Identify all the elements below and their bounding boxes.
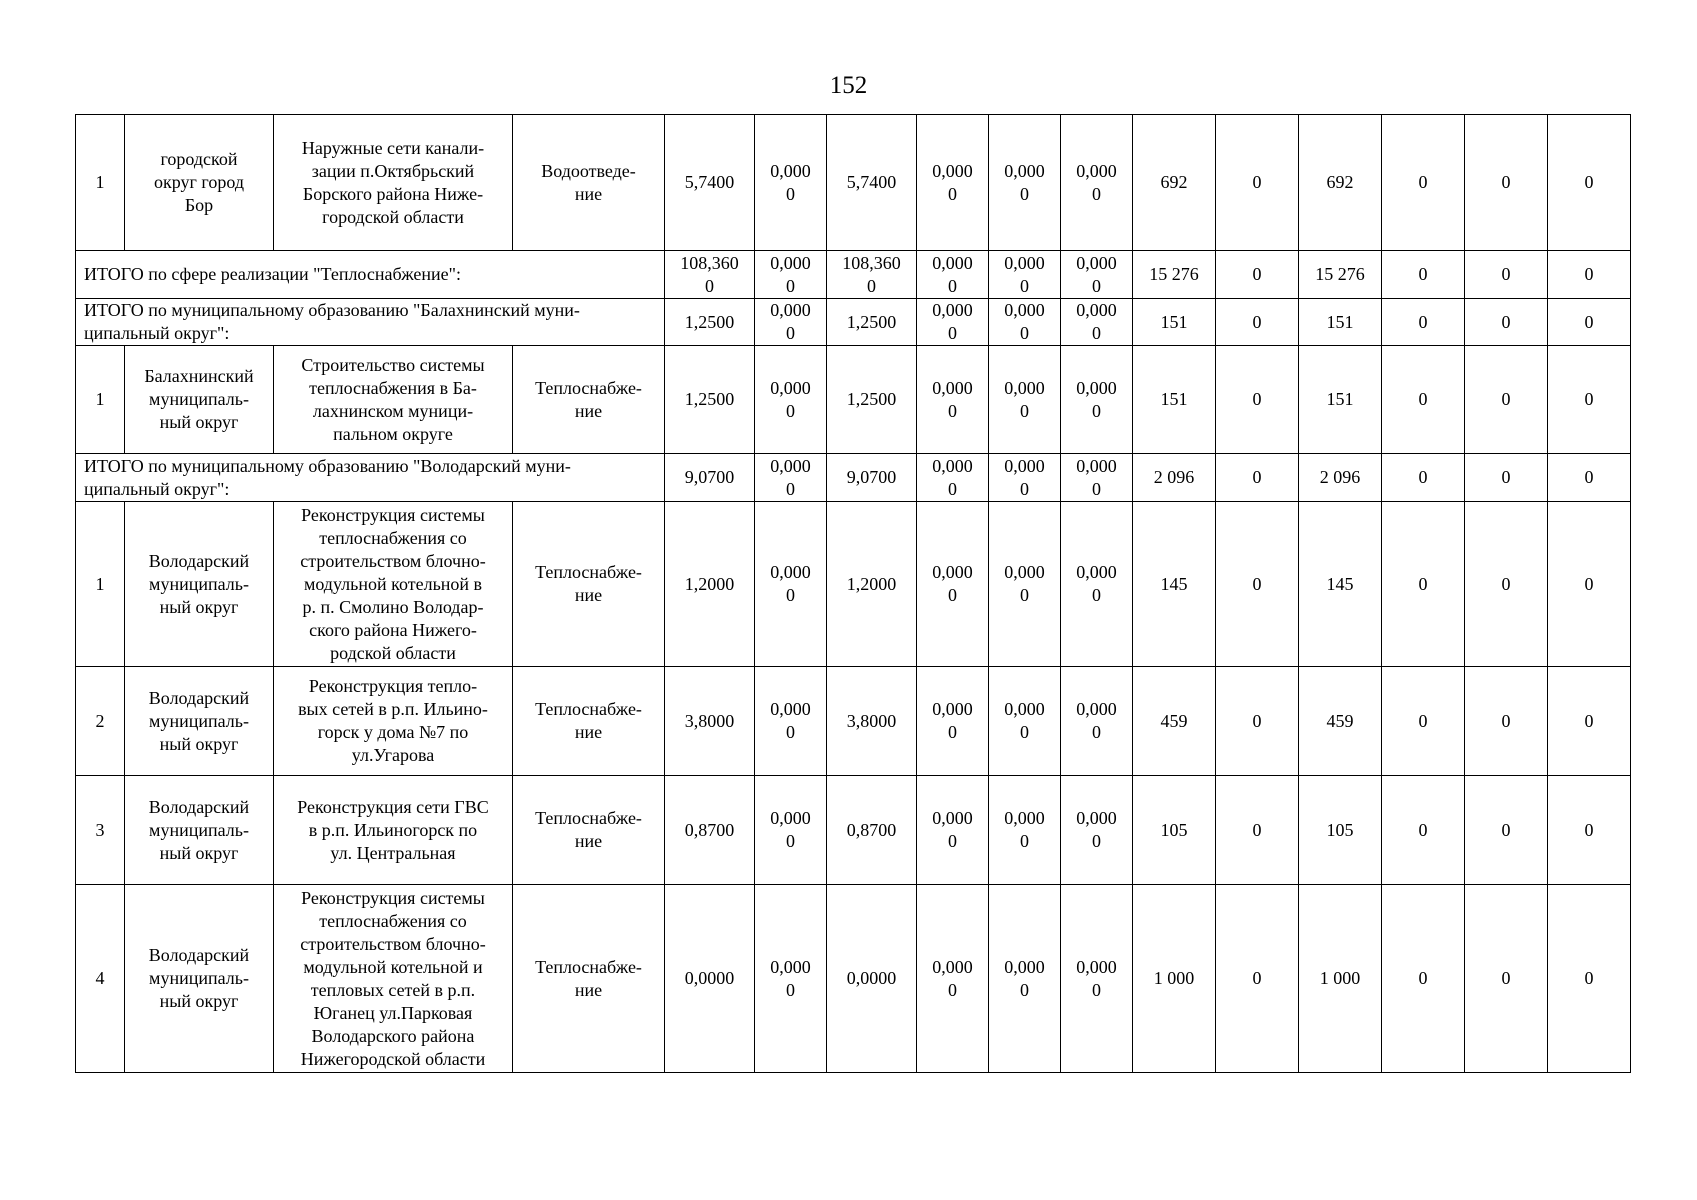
- cell-value: 5,7400: [665, 115, 755, 251]
- cell-cost: 1 000: [1299, 885, 1382, 1073]
- cell-value: 0,000 0: [917, 346, 989, 454]
- cell-total-label: ИТОГО по сфере реализации "Теплоснабжение":: [76, 251, 665, 299]
- cell-value: 1,2500: [665, 346, 755, 454]
- cell-value: 0,000 0: [989, 885, 1061, 1073]
- cell-cost: 0: [1382, 251, 1465, 299]
- cell-value: 0,000 0: [1061, 299, 1133, 346]
- cell-value: 0,000 0: [989, 667, 1061, 776]
- cell-cost: 0: [1548, 299, 1631, 346]
- cell-cost: 692: [1133, 115, 1216, 251]
- cell-sphere: Водоотведе- ние: [513, 115, 665, 251]
- cell-value: 0,000 0: [755, 502, 827, 667]
- cell-value: 0,000 0: [755, 454, 827, 502]
- cell-value: 3,8000: [665, 667, 755, 776]
- cell-value: 0,000 0: [917, 454, 989, 502]
- cell-value: 0,000 0: [917, 776, 989, 885]
- total-row: [76, 299, 1631, 346]
- cell-value: 0,000 0: [989, 454, 1061, 502]
- cell-value: 0,000 0: [1061, 346, 1133, 454]
- cell-cost: 0: [1465, 885, 1548, 1073]
- cell-row-number: 3: [76, 776, 125, 885]
- cell-value: 0,8700: [665, 776, 755, 885]
- cell-value: 0,000 0: [1061, 115, 1133, 251]
- table-row: [76, 346, 1631, 454]
- cell-value: 0,000 0: [1061, 454, 1133, 502]
- cell-cost: 692: [1299, 115, 1382, 251]
- cell-project-name: Реконструкция системы теплоснабжения со строительством блочно- модульной котельной и тепловых сетей в р.п. Юганец ул.Парковая Володарского района Нижегородской области: [274, 885, 513, 1073]
- cell-cost: 0: [1465, 776, 1548, 885]
- cell-value: 0,000 0: [1061, 667, 1133, 776]
- cell-cost: 0: [1216, 346, 1299, 454]
- cell-cost: 151: [1133, 346, 1216, 454]
- cell-value: 1,2500: [665, 299, 755, 346]
- cell-value: 0,000 0: [917, 502, 989, 667]
- cell-project-name: Реконструкция тепло- вых сетей в р.п. Ильино- горск у дома №7 по ул.Угарова: [274, 667, 513, 776]
- total-row: [76, 251, 1631, 299]
- cell-value: 0,000 0: [1061, 251, 1133, 299]
- cell-value: 0,000 0: [917, 299, 989, 346]
- cell-value: 0,000 0: [989, 502, 1061, 667]
- cell-cost: 151: [1299, 346, 1382, 454]
- cell-row-number: 4: [76, 885, 125, 1073]
- cell-value: 1,2000: [827, 502, 917, 667]
- cell-sphere: Теплоснабже- ние: [513, 346, 665, 454]
- cell-cost: 0: [1382, 502, 1465, 667]
- cell-cost: 0: [1465, 251, 1548, 299]
- table-row: [76, 667, 1631, 776]
- cell-value: 0,000 0: [989, 115, 1061, 251]
- cell-cost: 0: [1548, 115, 1631, 251]
- cell-cost: 1 000: [1133, 885, 1216, 1073]
- cell-row-number: 1: [76, 346, 125, 454]
- cell-cost: 151: [1299, 299, 1382, 346]
- cell-total-label: ИТОГО по муниципальному образованию "Володарский муни- ципальный округ":: [76, 454, 665, 502]
- cell-value: 3,8000: [827, 667, 917, 776]
- table-row: [76, 115, 1631, 251]
- cell-value: 0,0000: [665, 885, 755, 1073]
- cell-cost: 0: [1548, 885, 1631, 1073]
- cell-cost: 0: [1216, 251, 1299, 299]
- cell-cost: 105: [1299, 776, 1382, 885]
- cell-value: 0,000 0: [755, 251, 827, 299]
- cell-cost: 151: [1133, 299, 1216, 346]
- cell-value: 0,000 0: [989, 299, 1061, 346]
- cell-cost: 0: [1216, 115, 1299, 251]
- cell-row-number: 2: [76, 667, 125, 776]
- cell-value: 1,2000: [665, 502, 755, 667]
- cell-cost: 0: [1465, 667, 1548, 776]
- cell-cost: 145: [1133, 502, 1216, 667]
- cell-cost: 0: [1216, 667, 1299, 776]
- investment-program-table: [75, 114, 1631, 1073]
- cell-value: 5,7400: [827, 115, 917, 251]
- cell-cost: 0: [1382, 115, 1465, 251]
- cell-cost: 145: [1299, 502, 1382, 667]
- cell-cost: 2 096: [1299, 454, 1382, 502]
- cell-cost: 0: [1216, 299, 1299, 346]
- cell-cost: 0: [1465, 502, 1548, 667]
- cell-value: 1,2500: [827, 346, 917, 454]
- cell-cost: 2 096: [1133, 454, 1216, 502]
- cell-cost: 0: [1216, 454, 1299, 502]
- cell-sphere: Теплоснабже- ние: [513, 502, 665, 667]
- cell-value: 0,000 0: [917, 251, 989, 299]
- cell-sphere: Теплоснабже- ние: [513, 776, 665, 885]
- total-row: [76, 454, 1631, 502]
- cell-municipality: Балахнинский муниципаль- ный округ: [125, 346, 274, 454]
- cell-project-name: Реконструкция системы теплоснабжения со строительством блочно- модульной котельной в р. п. Смолино Володар- ского района Нижего- родской области: [274, 502, 513, 667]
- cell-cost: 0: [1465, 115, 1548, 251]
- cell-value: 0,000 0: [989, 251, 1061, 299]
- cell-municipality: Володарский муниципаль- ный округ: [125, 776, 274, 885]
- page-number: 152: [829, 72, 868, 99]
- cell-cost: 0: [1548, 776, 1631, 885]
- cell-total-label: ИТОГО по муниципальному образованию "Балахнинский муни- ципальный округ":: [76, 299, 665, 346]
- table-row: [76, 502, 1631, 667]
- cell-value: 0,000 0: [1061, 502, 1133, 667]
- cell-value: 0,000 0: [755, 299, 827, 346]
- cell-value: 0,000 0: [755, 667, 827, 776]
- cell-cost: 0: [1465, 299, 1548, 346]
- cell-value: 0,000 0: [989, 346, 1061, 454]
- cell-cost: 0: [1548, 667, 1631, 776]
- cell-value: 0,000 0: [917, 885, 989, 1073]
- cell-municipality: Володарский муниципаль- ный округ: [125, 885, 274, 1073]
- cell-value: 0,000 0: [917, 667, 989, 776]
- cell-value: 108,360 0: [827, 251, 917, 299]
- cell-cost: 459: [1299, 667, 1382, 776]
- cell-cost: 0: [1465, 346, 1548, 454]
- cell-cost: 0: [1382, 885, 1465, 1073]
- table-row: [76, 885, 1631, 1073]
- cell-row-number: 1: [76, 115, 125, 251]
- cell-project-name: Реконструкция сети ГВС в р.п. Ильиногорск по ул. Центральная: [274, 776, 513, 885]
- cell-cost: 0: [1216, 502, 1299, 667]
- cell-value: 0,0000: [827, 885, 917, 1073]
- cell-cost: 0: [1548, 251, 1631, 299]
- cell-value: 0,000 0: [917, 115, 989, 251]
- cell-value: 0,000 0: [1061, 885, 1133, 1073]
- cell-value: 0,000 0: [989, 776, 1061, 885]
- cell-cost: 0: [1548, 454, 1631, 502]
- cell-municipality: Володарский муниципаль- ный округ: [125, 667, 274, 776]
- cell-sphere: Теплоснабже- ние: [513, 667, 665, 776]
- cell-value: 0,000 0: [755, 885, 827, 1073]
- cell-value: 108,360 0: [665, 251, 755, 299]
- cell-cost: 459: [1133, 667, 1216, 776]
- cell-sphere: Теплоснабже- ние: [513, 885, 665, 1073]
- cell-cost: 15 276: [1133, 251, 1216, 299]
- cell-cost: 0: [1382, 346, 1465, 454]
- cell-row-number: 1: [76, 502, 125, 667]
- cell-value: 9,0700: [827, 454, 917, 502]
- cell-municipality: городской округ город Бор: [125, 115, 274, 251]
- cell-cost: 105: [1133, 776, 1216, 885]
- cell-project-name: Наружные сети канали- зации п.Октябрьский Борского района Ниже- городской области: [274, 115, 513, 251]
- cell-cost: 0: [1548, 346, 1631, 454]
- cell-cost: 0: [1548, 502, 1631, 667]
- cell-cost: 0: [1216, 885, 1299, 1073]
- cell-value: 0,000 0: [755, 776, 827, 885]
- cell-cost: 0: [1216, 776, 1299, 885]
- cell-cost: 0: [1382, 776, 1465, 885]
- cell-municipality: Володарский муниципаль- ный округ: [125, 502, 274, 667]
- cell-value: 0,8700: [827, 776, 917, 885]
- cell-value: 1,2500: [827, 299, 917, 346]
- cell-value: 0,000 0: [1061, 776, 1133, 885]
- cell-cost: 0: [1382, 454, 1465, 502]
- cell-cost: 15 276: [1299, 251, 1382, 299]
- table-row: [76, 776, 1631, 885]
- cell-value: 0,000 0: [755, 346, 827, 454]
- cell-value: 9,0700: [665, 454, 755, 502]
- cell-project-name: Строительство системы теплоснабжения в Ба- лахнинском муници- пальном округе: [274, 346, 513, 454]
- cell-cost: 0: [1465, 454, 1548, 502]
- cell-cost: 0: [1382, 299, 1465, 346]
- cell-value: 0,000 0: [755, 115, 827, 251]
- cell-cost: 0: [1382, 667, 1465, 776]
